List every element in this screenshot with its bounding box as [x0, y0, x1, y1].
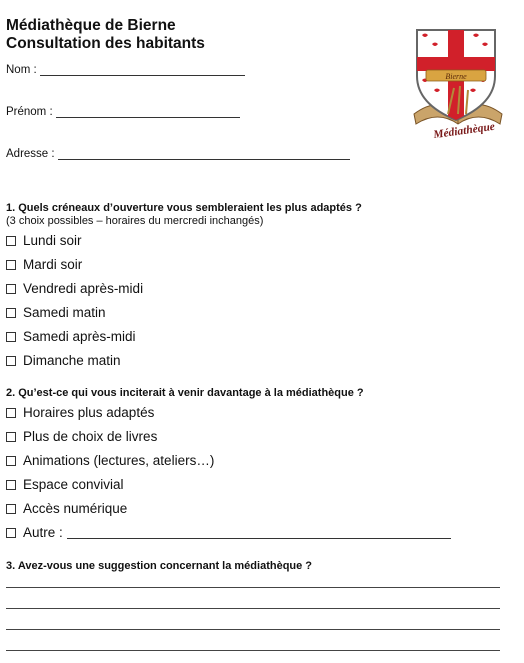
- nom-field[interactable]: [6, 64, 245, 76]
- logo-word: Médiathèque: [432, 120, 496, 138]
- prenom-line[interactable]: [56, 106, 240, 118]
- option-label: Lundi soir: [23, 233, 82, 248]
- q2-option[interactable]: [6, 429, 157, 444]
- q1-option[interactable]: [6, 353, 121, 368]
- title-line-1: Médiathèque de Bierne: [6, 17, 176, 34]
- q2-option[interactable]: [6, 453, 214, 468]
- option-label: Samedi après-midi: [23, 329, 136, 344]
- checkbox[interactable]: [6, 308, 16, 318]
- option-label: Autre :: [23, 525, 63, 540]
- answer-line[interactable]: [6, 608, 500, 609]
- checkbox[interactable]: [6, 356, 16, 366]
- option-label: Plus de choix de livres: [23, 429, 158, 444]
- prenom-field[interactable]: [6, 106, 240, 118]
- answer-line[interactable]: [6, 629, 500, 630]
- adresse-field[interactable]: [6, 148, 350, 160]
- checkbox[interactable]: [6, 432, 16, 442]
- q1-option[interactable]: [6, 329, 136, 344]
- library-logo: [408, 26, 508, 138]
- option-label: Espace convivial: [23, 477, 124, 492]
- logo-banner-text: Bierne: [445, 72, 467, 81]
- checkbox[interactable]: [6, 528, 16, 538]
- checkbox[interactable]: [6, 236, 16, 246]
- q2-option-other[interactable]: [6, 525, 451, 540]
- adresse-label: Adresse :: [6, 148, 55, 160]
- q1-option[interactable]: [6, 281, 143, 296]
- checkbox[interactable]: [6, 504, 16, 514]
- option-label: Horaires plus adaptés: [23, 405, 155, 420]
- checkbox[interactable]: [6, 408, 16, 418]
- adresse-line[interactable]: [58, 148, 350, 160]
- question-3: 3. Avez-vous une suggestion concernant la médiathèque ?: [6, 560, 313, 572]
- checkbox[interactable]: [6, 332, 16, 342]
- nom-label: Nom :: [6, 64, 37, 76]
- q1-option[interactable]: [6, 257, 82, 272]
- checkbox[interactable]: [6, 260, 16, 270]
- question-1-note: (3 choix possibles – horaires du mercredi inchangés): [6, 215, 264, 227]
- q2-option[interactable]: [6, 477, 124, 492]
- answer-line[interactable]: [6, 587, 500, 588]
- checkbox[interactable]: [6, 480, 16, 490]
- option-label: Mardi soir: [23, 257, 83, 272]
- option-label: Animations (lectures, ateliers…): [23, 453, 215, 468]
- q1-option[interactable]: [6, 305, 106, 320]
- option-label: Accès numérique: [23, 501, 128, 516]
- checkbox[interactable]: [6, 284, 16, 294]
- prenom-label: Prénom :: [6, 106, 53, 118]
- other-line[interactable]: [67, 526, 451, 539]
- option-label: Vendredi après-midi: [23, 281, 144, 296]
- checkbox[interactable]: [6, 456, 16, 466]
- title-line-2: Consultation des habitants: [6, 35, 205, 52]
- question-1: 1. Quels créneaux d’ouverture vous sembleraient les plus adaptés ?: [6, 202, 362, 214]
- nom-line[interactable]: [40, 64, 245, 76]
- q2-option[interactable]: [6, 501, 127, 516]
- q2-option[interactable]: [6, 405, 154, 420]
- answer-line[interactable]: [6, 650, 500, 651]
- question-2: 2. Qu’est-ce qui vous inciterait à venir davantage à la médiathèque ?: [6, 387, 364, 399]
- q1-option[interactable]: [6, 233, 82, 248]
- option-label: Samedi matin: [23, 305, 106, 320]
- option-label: Dimanche matin: [23, 353, 121, 368]
